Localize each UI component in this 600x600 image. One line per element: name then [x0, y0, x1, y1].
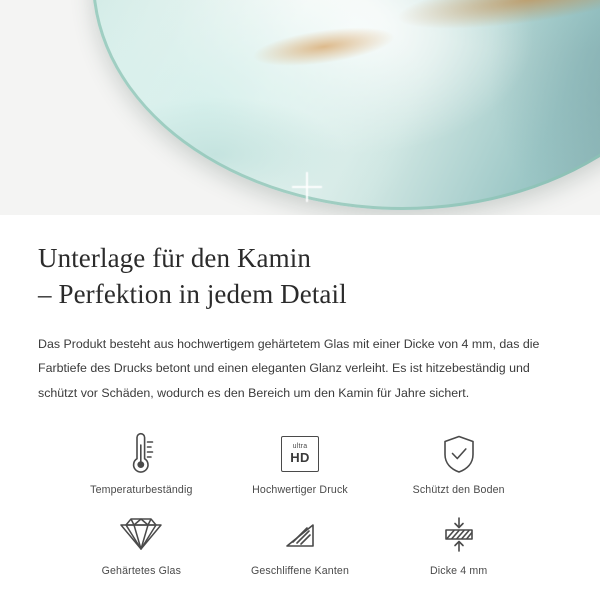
feature-floor-protection	[379, 431, 538, 496]
feature-grid	[38, 431, 562, 577]
thermometer-icon	[121, 431, 161, 477]
feature-temperature-resistant	[62, 431, 221, 496]
thickness-arrows-icon	[438, 512, 480, 558]
feature-label: Dicke 4 mm	[429, 564, 488, 577]
polished-edges-icon	[279, 512, 321, 558]
page-title-line-1: Unterlage für den Kamin	[38, 243, 311, 273]
feature-label: Temperaturbeständig	[90, 483, 193, 496]
hero-image-section	[0, 0, 600, 215]
feature-polished-edges	[221, 512, 380, 577]
page-title-line-2: – Perfektion in jedem Detail	[38, 278, 347, 309]
feature-high-quality-print	[221, 431, 380, 496]
feature-label: Geschliffene Kanten	[250, 564, 350, 577]
feature-label: Gehärtetes Glas	[101, 564, 182, 577]
glass-plate-product-image	[92, 0, 600, 210]
feature-label: Schützt den Boden	[412, 483, 505, 496]
text-content	[0, 215, 600, 577]
ultra-hd-icon	[281, 431, 319, 477]
ultra-hd-badge-top: ultra	[292, 443, 308, 451]
feature-thickness	[379, 512, 538, 577]
description-paragraph: Das Produkt besteht aus hochwertigem gehärtetem Glas mit einer Dicke von 4 mm, das die Farbtiefe des Drucks betont und einen eleganten Glanz verleiht. Es ist hitzebeständig und schützt vor Schäden, wodurch es den Bereich um den Kamin für Jahre sichert.	[38, 337, 540, 400]
diamond-icon	[120, 512, 162, 558]
feature-tempered-glass	[62, 512, 221, 577]
page-title	[38, 241, 562, 312]
ultra-hd-badge-bottom: HD	[290, 449, 310, 465]
shield-check-icon	[439, 431, 479, 477]
feature-label: Hochwertiger Druck	[252, 483, 348, 496]
